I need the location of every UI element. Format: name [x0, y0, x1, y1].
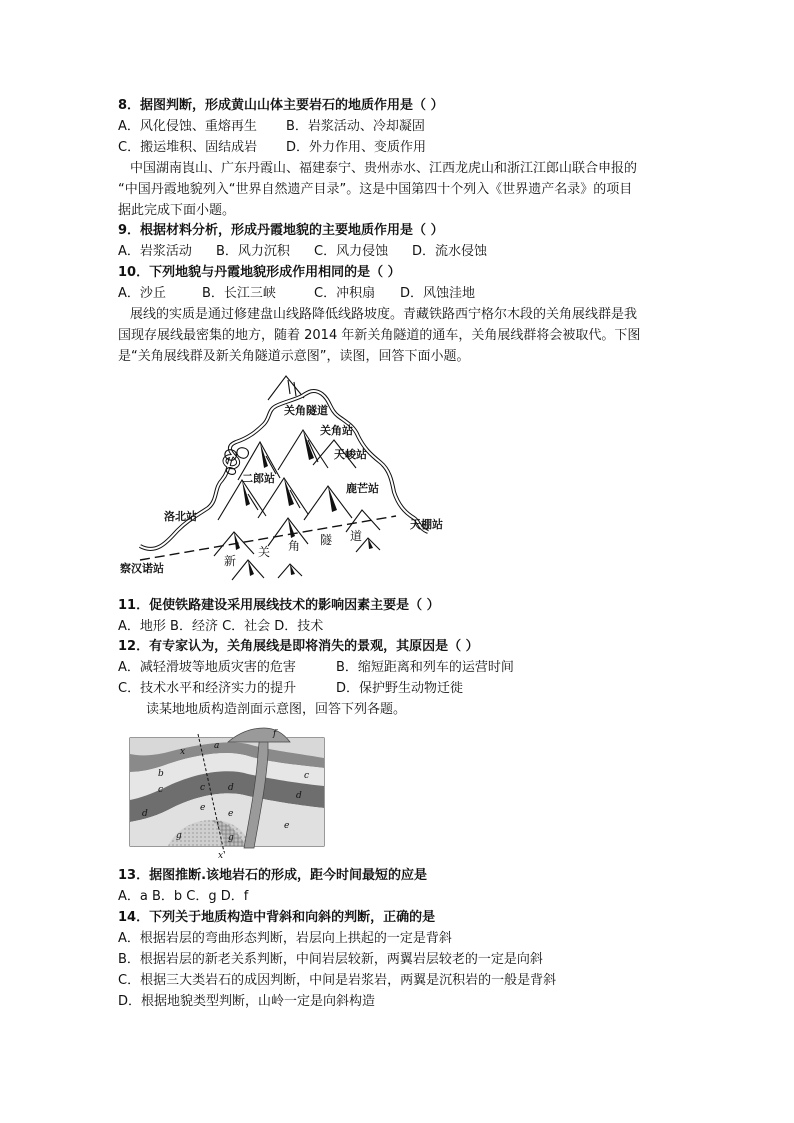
label-new-tunnel-char: 道 [350, 529, 363, 543]
q8-stem: 8．据图判断，形成黄山山体主要岩石的地质作用是（ ） [118, 98, 444, 113]
q8-option-c: C．搬运堆积、固结成岩 [118, 140, 258, 155]
q11-stem: 11．促使铁路建设采用展线技术的影响因素主要是（ ） [118, 598, 440, 613]
q14-option-d: D．根据地貌类型判断，山岭一定是向斜构造 [118, 994, 376, 1009]
section-label: g [228, 833, 234, 843]
passage1-line2: “中国丹霞地貌列入“世界自然遗产目录”。这是中国第四十个列入《世界遗产名录》的项目 [118, 182, 633, 197]
q9-option-c: C．风力侵蚀 [314, 244, 389, 259]
label-new-tunnel-char: 角 [288, 539, 301, 553]
label-tianpeng-station: 天棚站 [410, 518, 443, 531]
section-label: c [158, 785, 164, 795]
label-tianjun-station: 天峻站 [334, 448, 367, 461]
q12-options-row2 [118, 680, 463, 698]
section-label: a [214, 741, 220, 751]
q9-option-d: D．流水侵蚀 [412, 244, 488, 259]
q9-stem: 9．根据材料分析，形成丹霞地貌的主要地质作用是（ ） [118, 223, 444, 238]
section-label: e [228, 809, 234, 819]
q8-options-row2 [118, 139, 426, 157]
label-new-tunnel-char: 隧 [320, 533, 333, 547]
passage2-line1: 展线的实质是通过修建盘山线路降低线路坡度。青藏铁路西宁格尔木段的关角展线群是我 [130, 307, 638, 322]
q10-option-d: D．风蚀洼地 [400, 286, 476, 301]
q14-option-b: B．根据岩层的新老关系判断，中间岩层较新，两翼岩层较老的一定是向斜 [118, 952, 543, 967]
section-label: x [180, 747, 186, 757]
railway-spiral-map [118, 370, 458, 585]
label-new-tunnel-char: 新 [224, 554, 237, 568]
passage3-line1: 读某地地质构造剖面示意图，回答下列各题。 [146, 702, 407, 717]
section-label: e [284, 821, 290, 831]
label-chahannuo-station: 察汉诺站 [120, 562, 164, 575]
q12-option-d: D．保护野生动物迁徙 [336, 681, 464, 696]
q10-option-b: B．长江三峡 [202, 286, 276, 301]
section-label: c [200, 783, 206, 793]
q9-options [118, 243, 487, 261]
geologic-section-diagram [128, 724, 328, 862]
label-lumang-station: 鹿芒站 [346, 482, 379, 495]
section-label: b [158, 769, 164, 779]
q10-option-c: C．冲积扇 [314, 286, 376, 301]
passage2-line2: 国现存展线最密集的地方，随着 2014 年新关角隧道的通车，关角展线群将会被取代。下图 [118, 328, 641, 343]
q12-option-b: B．缩短距离和列车的运营时间 [336, 660, 514, 675]
q12-options-row1 [118, 659, 514, 677]
q9-option-a: A．岩浆活动 [118, 244, 192, 259]
q8-option-d: D．外力作用、变质作用 [286, 140, 427, 155]
label-old-tunnel: 关角隧道 [284, 404, 328, 417]
q12-stem: 12．有专家认为，关角展线是即将消失的景观，其原因是（ ） [118, 639, 479, 654]
q10-options [118, 285, 475, 303]
section-label: g [176, 831, 182, 841]
q10-option-a: A．沙丘 [118, 286, 166, 301]
q14-option-a: A．根据岩层的弯曲形态判断，岩层向上拱起的一定是背斜 [118, 931, 452, 946]
volcano-f-top [228, 728, 290, 742]
passage1-line3: 据此完成下面小题。 [118, 203, 236, 218]
section-label: d [296, 791, 302, 801]
section-label: c [304, 771, 310, 781]
label-guanjiao-station: 关角站 [320, 424, 353, 437]
section-label: f [273, 729, 277, 739]
section-label: x' [218, 851, 226, 861]
label-luobei-station: 洛北站 [164, 510, 197, 523]
q10-stem: 10．下列地貌与丹霞地貌形成作用相同的是（ ） [118, 265, 401, 280]
section-label: e [200, 803, 206, 813]
section-label: d [228, 783, 234, 793]
q8-options-row1 [118, 118, 425, 136]
q14-option-c: C．根据三大类岩石的成因判断，中间是岩浆岩，两翼是沉积岩的一般是背斜 [118, 973, 557, 988]
q9-option-b: B．风力沉积 [216, 244, 290, 259]
section-label: d [142, 809, 148, 819]
q11-options: A．地形 B．经济 C．社会 D．技术 [118, 619, 324, 634]
label-erlang-station: 二郎站 [242, 472, 275, 485]
q8-option-b: B．岩浆活动、冷却凝固 [286, 119, 425, 134]
q13-options: A．a B．b C．g D．f [118, 889, 249, 904]
passage2-line3: 是“关角展线群及新关角隧道示意图”，读图，回答下面小题。 [118, 349, 470, 364]
q13-stem: 13．据图推断.该地岩石的形成，距今时间最短的应是 [118, 868, 428, 883]
passage1-line1: 中国湖南崀山、广东丹霞山、福建泰宁、贵州赤水、江西龙虎山和浙江江郎山联合申报的 [130, 161, 638, 176]
q12-option-a: A．减轻滑坡等地质灾害的危害 [118, 660, 296, 675]
q12-option-c: C．技术水平和经济实力的提升 [118, 681, 297, 696]
label-new-tunnel-char: 关 [258, 545, 271, 559]
q14-stem: 14．下列关于地质构造中背斜和向斜的判断，正确的是 [118, 910, 436, 925]
q8-option-a: A．风化侵蚀、重熔再生 [118, 119, 257, 134]
